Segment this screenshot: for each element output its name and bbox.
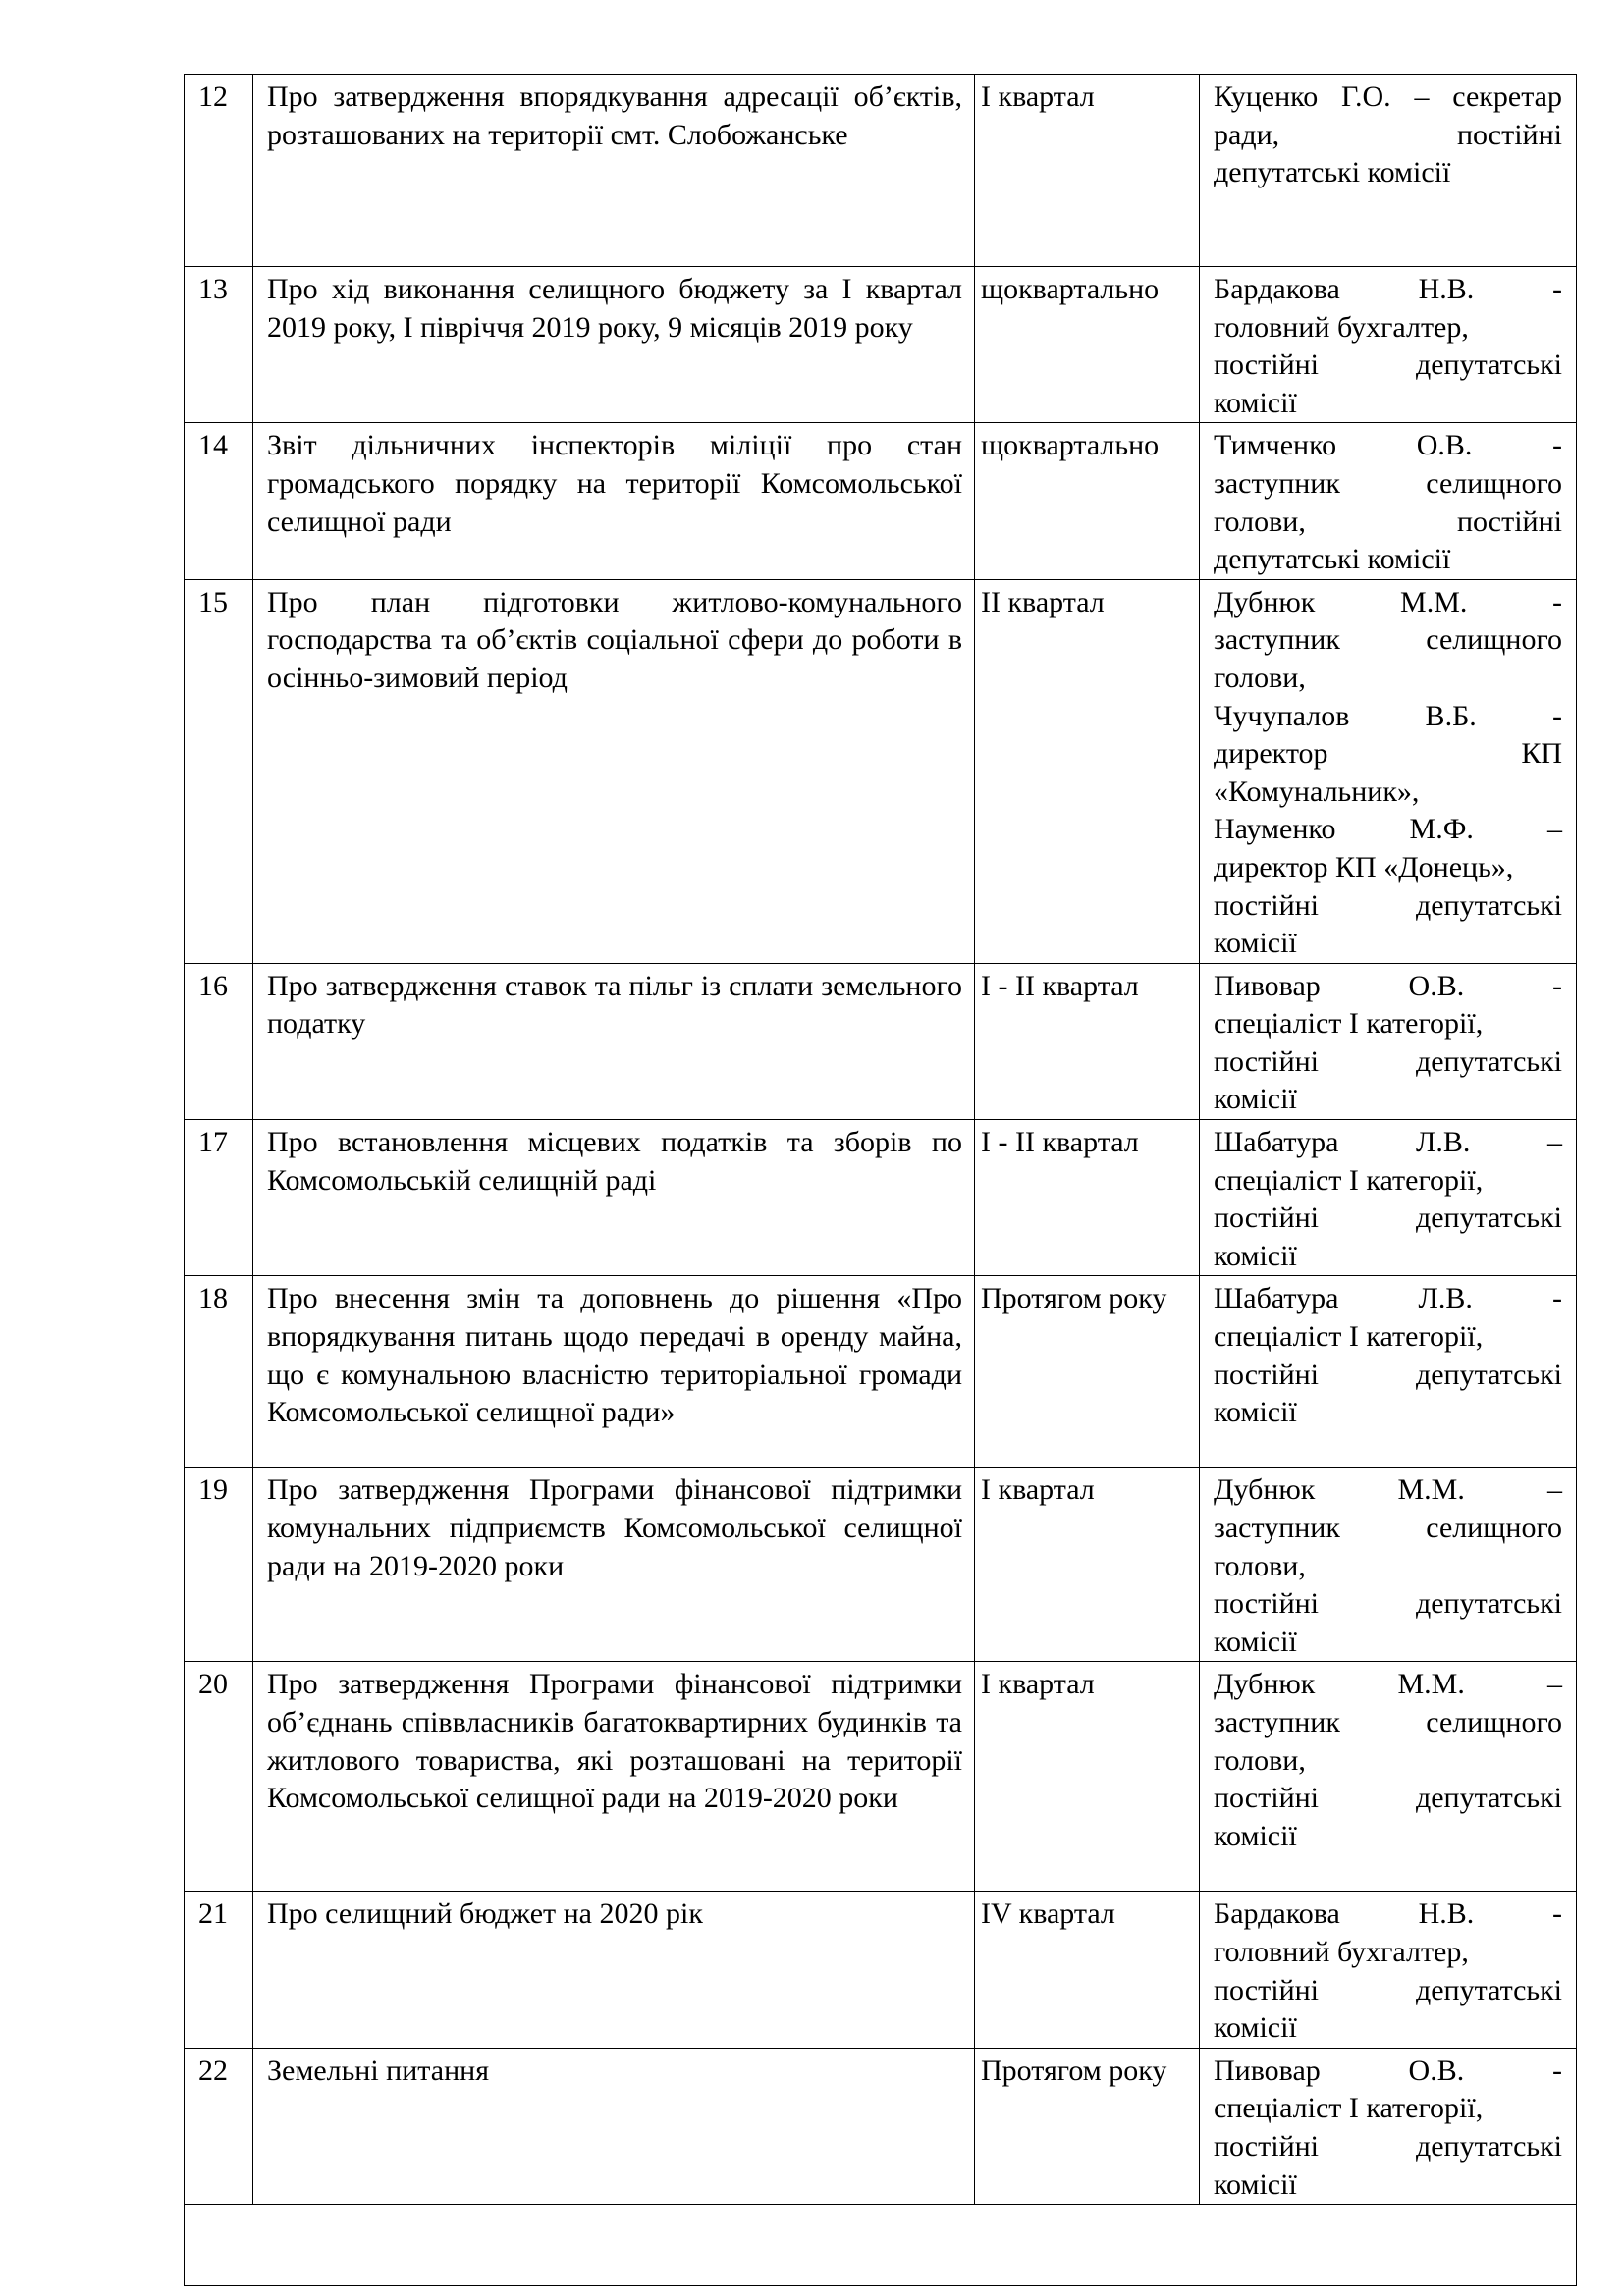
responsible-line: постійні депутатські [1214, 1201, 1562, 1235]
work-plan-body [185, 75, 1577, 2286]
responsible-line: Куценко Г.О. – секретар [1214, 80, 1562, 113]
row-number: 17 [185, 1120, 253, 1276]
responsible-line: заступник селищного [1214, 623, 1562, 657]
responsible-line: постійні депутатські [1214, 1044, 1562, 1078]
table-row [185, 963, 1577, 1119]
row-responsible [1200, 2048, 1577, 2204]
responsible-line: головний бухгалтер, [1214, 1936, 1469, 1968]
row-topic: Про затвердження впорядкування адресації об’єктів, розташованих на території смт. Слобожанське [253, 75, 975, 267]
responsible-line: Дубнюк М.М. – [1214, 1668, 1562, 1701]
responsible-line: «Комунальник», [1214, 774, 1420, 808]
row-topic: Про затвердження ставок та пільг із сплати земельного податку [253, 963, 975, 1119]
responsible-line: спеціаліст І категорії, [1214, 1320, 1484, 1354]
responsible-line: комісії [1214, 2011, 1297, 2045]
responsible-line: ради, постійні [1214, 118, 1562, 151]
table-row [185, 1892, 1577, 2048]
row-term: І - ІІ квартал [975, 1120, 1200, 1276]
responsible-line: Шабатура Л.В. – [1214, 1126, 1562, 1159]
responsible-line: Дубнюк М.М. – [1214, 1473, 1562, 1507]
row-term: І - ІІ квартал [975, 963, 1200, 1119]
responsible-line: комісії [1214, 1396, 1297, 1429]
row-topic: Про селищний бюджет на 2020 рік [253, 1892, 975, 2048]
responsible-line: депутатські комісії [1214, 156, 1451, 189]
row-number: 20 [185, 1662, 253, 1892]
responsible-line: Тимченко О.В. - [1214, 429, 1562, 462]
responsible-line: комісії [1214, 1819, 1297, 1852]
empty-cell [185, 2205, 1577, 2286]
table-row [185, 1662, 1577, 1892]
row-topic: Про встановлення місцевих податків та зборів по Комсомольській селищній раді [253, 1120, 975, 1276]
table-row [185, 423, 1577, 579]
responsible-line: постійні депутатські [1214, 348, 1562, 382]
row-number: 15 [185, 579, 253, 963]
row-topic: Про затвердження Програми фінансової підтримки об’єднань співвласників багатоквартирних будинків та житлового товариства, які розташовані на території Комсомольської селищної ради на 2019-2020 роки [253, 1662, 975, 1892]
row-responsible [1200, 1468, 1577, 1662]
responsible-line: спеціаліст І категорії, [1214, 2092, 1484, 2125]
row-topic: Про хід виконання селищного бюджету за І квартал 2019 року, І півріччя 2019 року, 9 місяців 2019 року [253, 267, 975, 423]
row-responsible [1200, 579, 1577, 963]
responsible-line: комісії [1214, 1625, 1297, 1658]
table-row [185, 2048, 1577, 2204]
row-topic: Земельні питання [253, 2048, 975, 2204]
responsible-line: заступник селищного [1214, 1512, 1562, 1545]
responsible-line: Шабатура Л.В. - [1214, 1282, 1562, 1315]
responsible-line: комісії [1214, 1083, 1297, 1116]
table-row [185, 1276, 1577, 1468]
responsible-line: спеціаліст І категорії, [1214, 1163, 1484, 1197]
row-term: І квартал [975, 1662, 1200, 1892]
row-number: 14 [185, 423, 253, 579]
row-responsible [1200, 75, 1577, 267]
responsible-line: заступник селищного [1214, 1706, 1562, 1738]
responsible-line: голови, постійні [1214, 505, 1562, 538]
responsible-line: Чучупалов В.Б. - [1214, 699, 1562, 732]
row-number: 13 [185, 267, 253, 423]
row-number: 19 [185, 1468, 253, 1662]
table-row [185, 579, 1577, 963]
responsible-line: Науменко М.Ф. – [1214, 813, 1562, 846]
row-responsible [1200, 1662, 1577, 1892]
responsible-line: депутатські комісії [1214, 543, 1451, 576]
responsible-line: директор КП «Донець», [1214, 850, 1514, 883]
row-number: 18 [185, 1276, 253, 1468]
row-topic: Звіт дільничних інспекторів міліції про стан громадського порядку на території Комсомольської селищної ради [253, 423, 975, 579]
row-term: Протягом року [975, 1276, 1200, 1468]
responsible-line: заступник селищного [1214, 466, 1562, 500]
responsible-line: голови, [1214, 1743, 1306, 1777]
responsible-line: постійні депутатські [1214, 1782, 1562, 1815]
responsible-line: спеціаліст І категорії, [1214, 1007, 1484, 1041]
row-responsible [1200, 423, 1577, 579]
row-responsible [1200, 267, 1577, 423]
row-number: 16 [185, 963, 253, 1119]
row-term: І квартал [975, 1468, 1200, 1662]
responsible-line: Бардакова Н.В. - [1214, 273, 1562, 305]
table-row [185, 75, 1577, 267]
responsible-line: головний бухгалтер, [1214, 310, 1469, 344]
table-row [185, 1120, 1577, 1276]
row-responsible [1200, 1892, 1577, 2048]
responsible-line: голови, [1214, 661, 1306, 694]
responsible-line: Дубнюк М.М. - [1214, 585, 1562, 618]
responsible-line: Пивовар О.В. - [1214, 2054, 1562, 2087]
row-term: ІІ квартал [975, 579, 1200, 963]
responsible-line: голови, [1214, 1549, 1306, 1582]
row-responsible [1200, 1276, 1577, 1468]
empty-table-row [185, 2205, 1577, 2286]
responsible-line: комісії [1214, 1239, 1297, 1272]
responsible-line: Бардакова Н.В. - [1214, 1897, 1562, 1931]
table-row [185, 267, 1577, 423]
responsible-line: комісії [1214, 386, 1297, 419]
responsible-line: Пивовар О.В. - [1214, 969, 1562, 1002]
responsible-line: комісії [1214, 2167, 1297, 2201]
row-topic: Про план підготовки житлово-комунального господарства та об’єктів соціальної сфери до роботи в осінньо-зимовий період [253, 579, 975, 963]
responsible-line: постійні депутатські [1214, 1358, 1562, 1391]
row-term: Протягом року [975, 2048, 1200, 2204]
row-term: ІV квартал [975, 1892, 1200, 2048]
table-row [185, 1468, 1577, 1662]
row-topic: Про затвердження Програми фінансової підтримки комунальних підприємств Комсомольської селищної ради на 2019-2020 роки [253, 1468, 975, 1662]
row-term: І квартал [975, 75, 1200, 267]
responsible-line: постійні депутатські [1214, 1973, 1562, 2006]
responsible-line: постійні депутатські [1214, 2129, 1562, 2163]
row-number: 21 [185, 1892, 253, 2048]
responsible-line: постійні депутатські [1214, 1587, 1562, 1621]
responsible-line: директор КП [1214, 737, 1562, 771]
responsible-line: постійні депутатські [1214, 888, 1562, 922]
work-plan-table [184, 74, 1577, 2286]
row-number: 22 [185, 2048, 253, 2204]
row-topic: Про внесення змін та доповнень до рішення «Про впорядкування питань щодо передачі в оренду майна, що є комунальною власністю територіальної громади Комсомольської селищної ради» [253, 1276, 975, 1468]
row-responsible [1200, 963, 1577, 1119]
row-term: щоквартально [975, 267, 1200, 423]
row-term: щоквартально [975, 423, 1200, 579]
responsible-line: комісії [1214, 927, 1297, 960]
row-responsible [1200, 1120, 1577, 1276]
row-number: 12 [185, 75, 253, 267]
